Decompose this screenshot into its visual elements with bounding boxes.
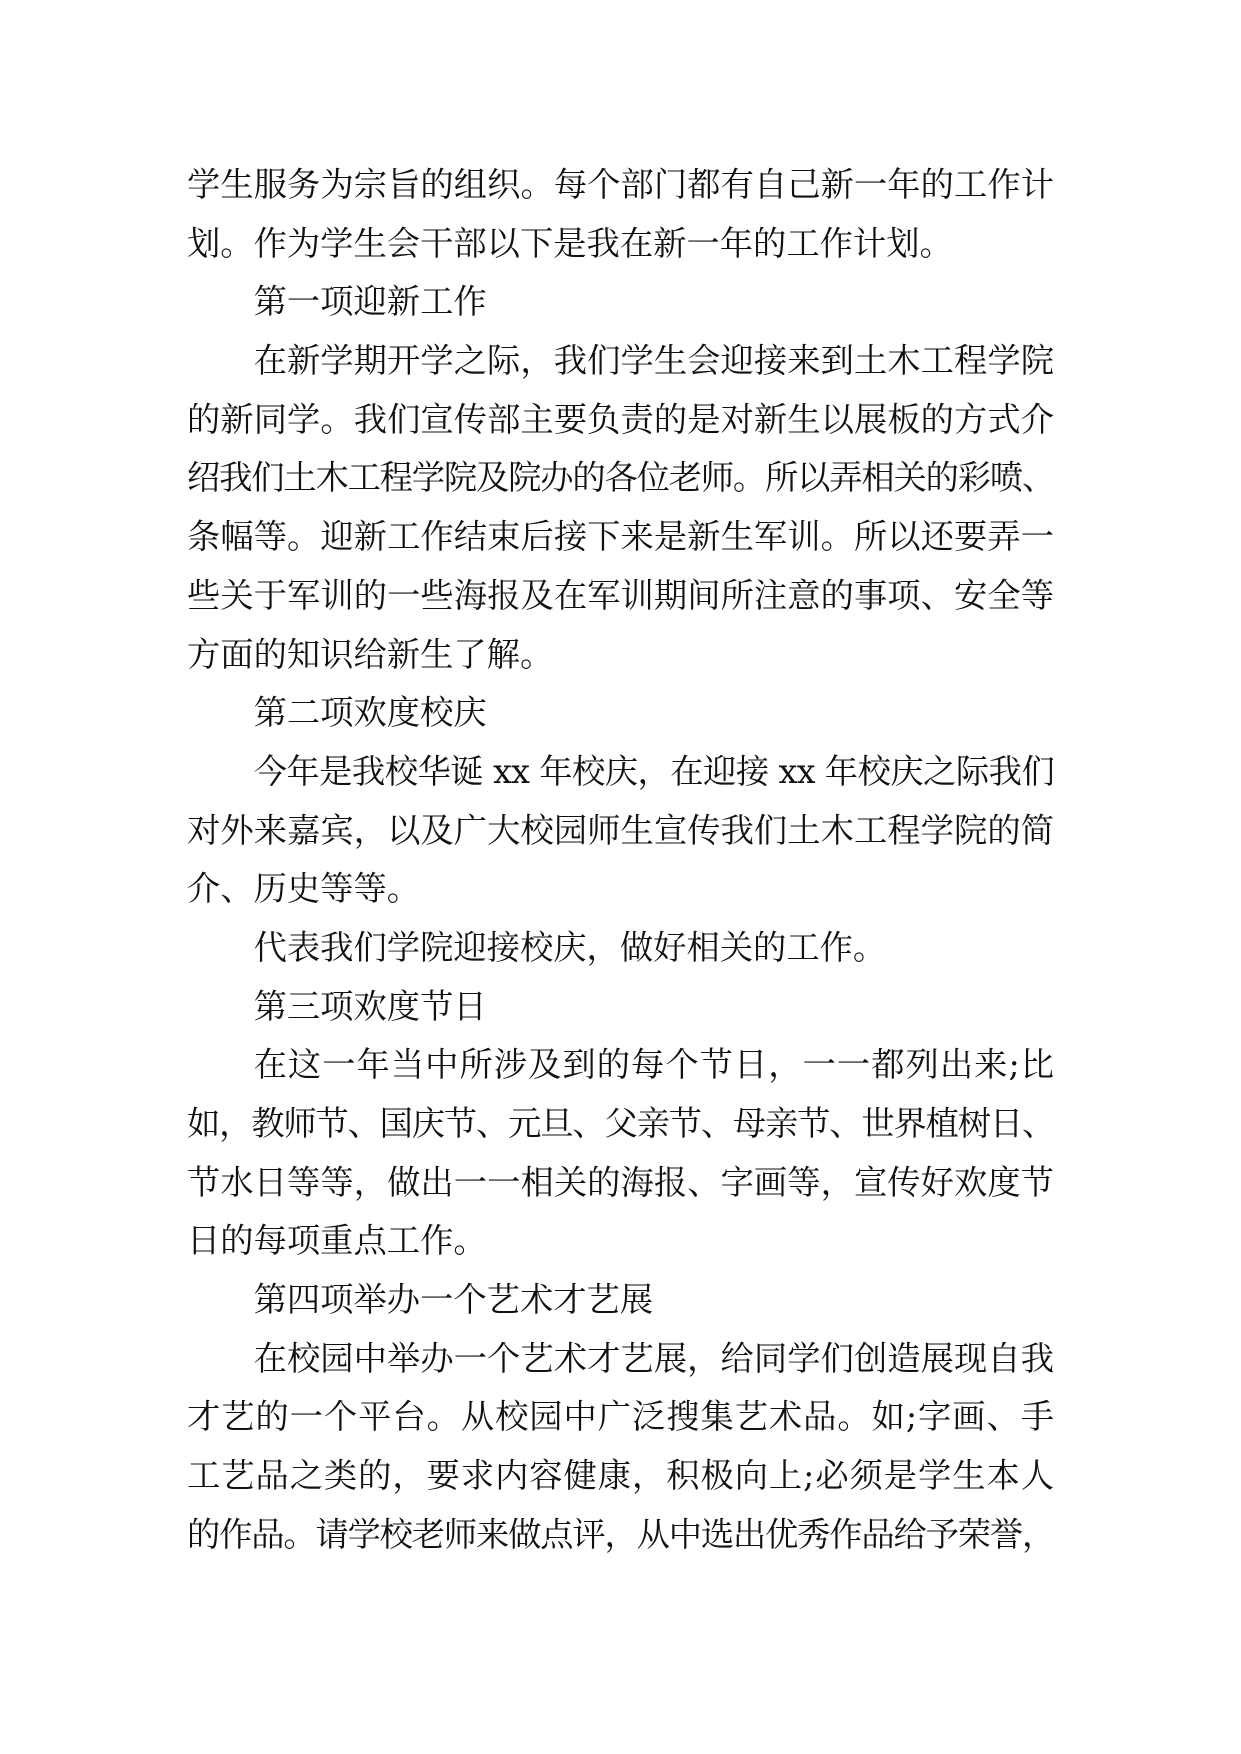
text-line: 在校园中举办一个艺术才艺展，给同学们创造展现自我: [253, 1338, 1054, 1378]
text-line: 如，教师节、国庆节、元旦、父亲节、母亲节、世界植树日、: [187, 1104, 1054, 1143]
section-heading: [187, 978, 1054, 1037]
text-line: 日的每项重点工作。: [187, 1221, 487, 1261]
paragraph: [187, 743, 1054, 919]
text-line: 些关于军训的一些海报及在军训期间所注意的事项、安全等: [187, 575, 1054, 615]
paragraph: [187, 332, 1054, 684]
section-heading-text: 第四项举办一个艺术才艺展: [253, 1280, 654, 1320]
text-line: 学生服务为宗旨的组织。每个部门都有自己新一年的工作计: [187, 165, 1054, 204]
section-heading-text: 第一项迎新工作: [253, 282, 487, 322]
paragraph: [187, 919, 1054, 978]
text-line: 绍我们土木工程学院及院办的各位老师。所以弄相关的彩喷、: [187, 458, 1054, 498]
text-line: 条幅等。迎新工作结束后接下来是新生军训。所以还要弄一: [187, 517, 1054, 557]
text-line: 节水日等等，做出一一相关的海报、字画等，宣传好欢度节: [187, 1162, 1054, 1202]
text-line: 方面的知识给新生了解。: [187, 634, 554, 674]
text-line: 介、历史等等。: [187, 869, 421, 909]
text-line: 在新学期开学之际，我们学生会迎接来到土木工程学院: [253, 341, 1054, 381]
section-heading: [187, 1271, 1054, 1330]
text-line: 的作品。请学校老师来做点评，从中选出优秀作品给予荣誉，: [187, 1514, 1054, 1554]
paragraph: [187, 156, 1054, 273]
text-line: 对外来嘉宾，以及广大校园师生宣传我们土木工程学院的简: [187, 810, 1054, 850]
text-line: 在这一年当中所涉及到的每个节日，一一都列出来;比: [253, 1045, 1054, 1085]
paragraph: [187, 1036, 1054, 1271]
document-body: [187, 156, 1054, 1565]
text-line: 代表我们学院迎接校庆，做好相关的工作。: [253, 927, 887, 967]
text-line: 工艺品之类的，要求内容健康，积极向上;必须是学生本人: [187, 1456, 1054, 1496]
section-heading: [187, 273, 1054, 332]
section-heading-text: 第三项欢度节日: [253, 986, 487, 1026]
section-heading-text: 第二项欢度校庆: [253, 693, 487, 733]
text-line: 的新同学。我们宣传部主要负责的是对新生以展板的方式介: [187, 399, 1054, 439]
paragraph: [187, 1330, 1054, 1565]
section-heading: [187, 684, 1054, 743]
text-line: 划。作为学生会干部以下是我在新一年的工作计划。: [187, 223, 953, 263]
text-line: 今年是我校华诞 xx 年校庆，在迎接 xx 年校庆之际我们: [253, 751, 1054, 791]
text-line: 才艺的一个平台。从校园中广泛搜集艺术品。如;字画、手: [187, 1397, 1054, 1437]
